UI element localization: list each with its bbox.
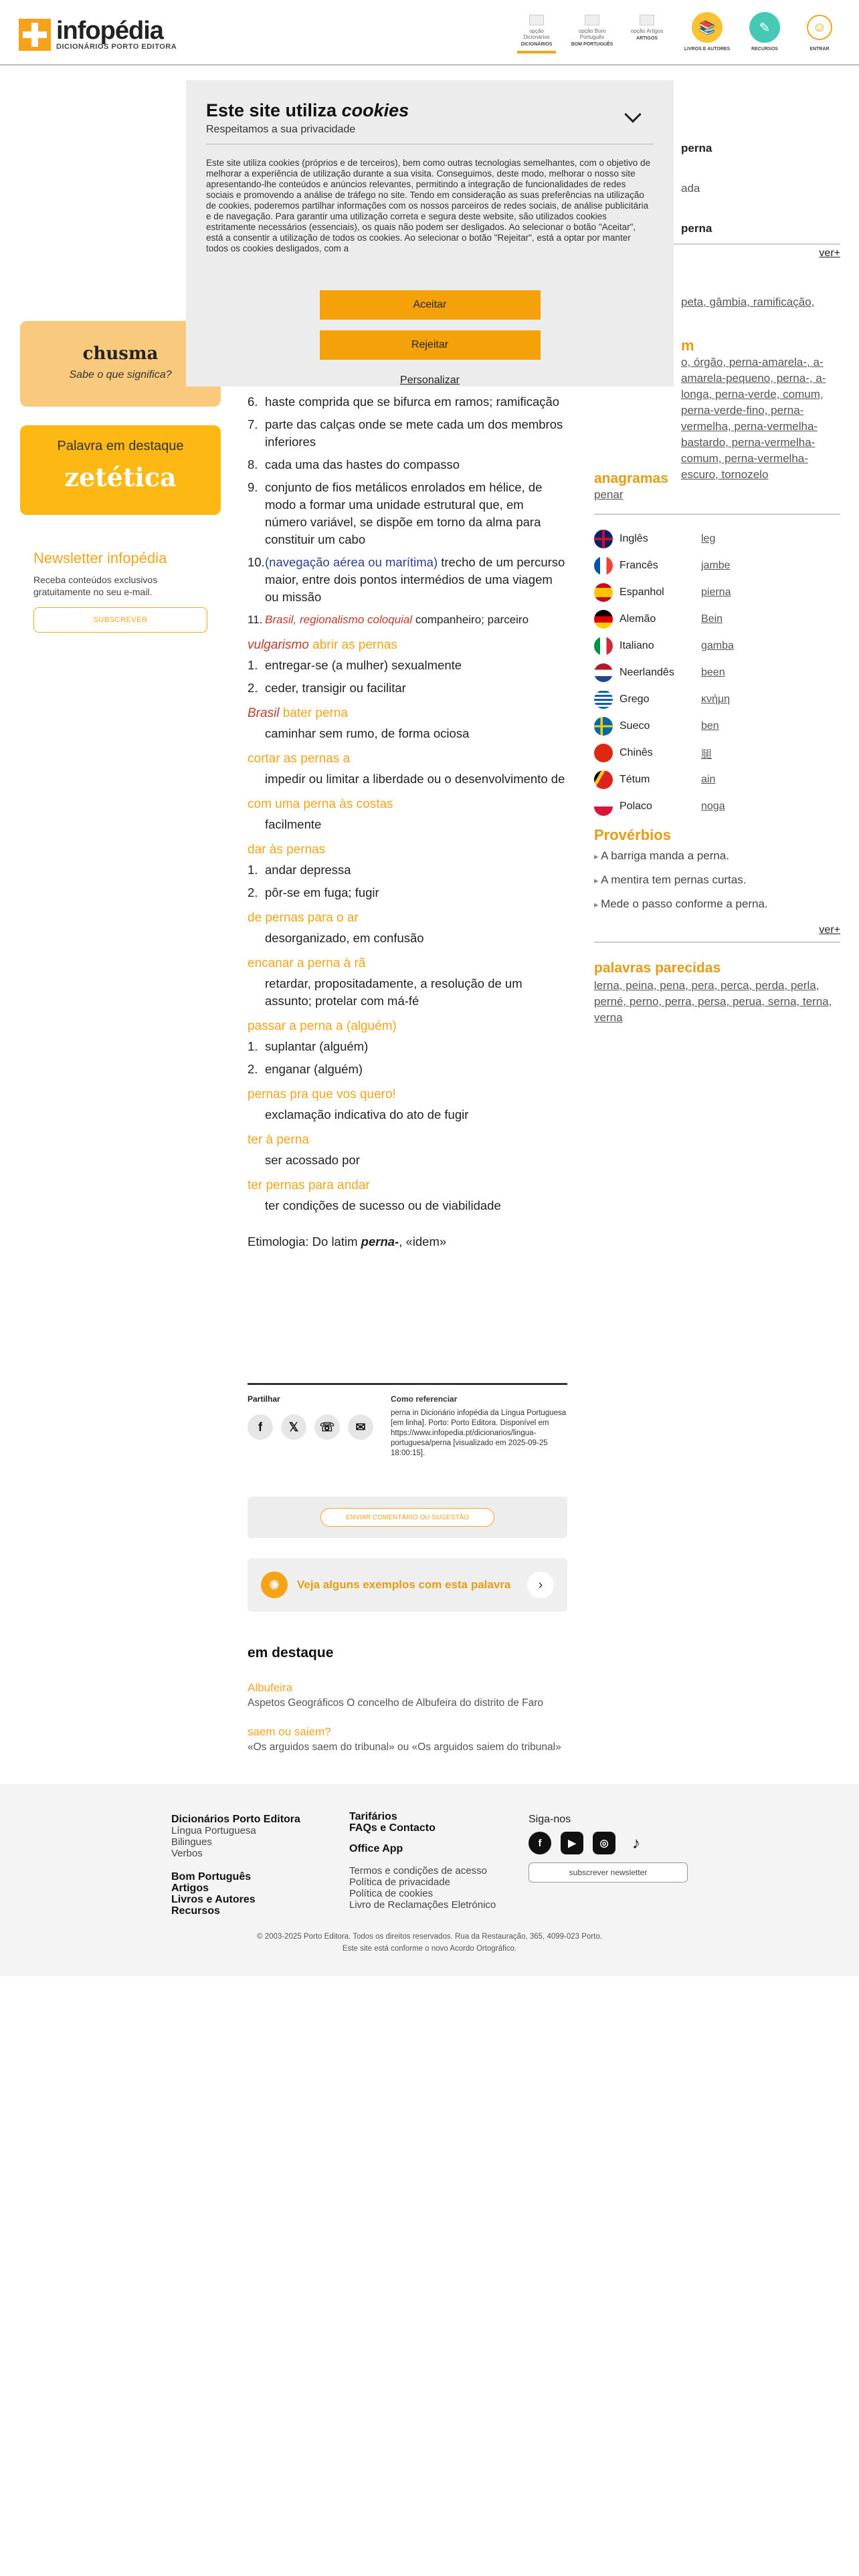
nav-artigos[interactable] [630,15,664,41]
de-flag-icon [594,610,613,629]
def-text: impedir ou limitar a liberdade ou o desenvolvimento de [265,772,565,786]
expression-meaning [248,816,569,833]
destaque-item-title[interactable]: Albufeira [248,1681,293,1694]
nav-bom-portugues[interactable] [570,15,614,47]
translation-row [594,713,840,740]
def-text: enganar (alguém) [265,1062,363,1076]
def-number: 9. [248,480,258,494]
def-body: companheiro; parceiro [412,613,529,626]
expression-title [248,1178,569,1193]
cookie-text: Este site utiliza cookies (próprios e de terceiros), bem como outras tecnologias semelhantes, com o objetivo de melhorar a experiência de utilização durante a sua visita. Conseguimos, deste modo, melhorar o nosso site apresentando-lhe conteúdos e anúncios relevantes, permitindo a integração de funcionalidades de redes sociais e promovendo a análise de tráfego no site. Tendo em consideração as suas preferências na utilização de cookies, poderemos partilhar informações com os nossos parceiros de redes sociais, de análise publicitária e de navegação. Para garantir uma utilização correta e segura deste website, são utilizados cookies estritamente necessários (essenciais), os quais não podem ser desligados. Ao selecionar o botão "Aceitar", está a consentir a utilização de todos os cookies. Ao selecionar o botão "Rejeitar", está a optar por manter todos os cookies desligados, com a [206,158,651,253]
expression-tag: vulgarismo [248,638,309,652]
newsletter-box [33,550,207,633]
proverb-item[interactable]: ▸ A barriga manda a perna. [594,849,840,863]
translation-row [594,659,840,686]
whatsapp-icon[interactable]: ☏ [314,1414,340,1440]
right-word: perna [681,222,712,235]
translation-link[interactable]: κνήμη [701,693,731,705]
footer-link[interactable]: Política de privacidade [349,1876,450,1888]
def-number: 10. [248,555,265,569]
def-text: desorganizado, em confusão [265,931,424,945]
expression-title [248,638,569,653]
books-icon[interactable]: 📚 [692,12,723,43]
translation-link[interactable]: gamba [701,640,734,651]
expression-title [248,1133,569,1148]
translation-link[interactable]: noga [701,800,725,812]
translation-row [594,793,840,820]
def-number: 7. [248,417,258,431]
language-name: Alemão [619,613,656,625]
nav-caption: DICIONÁRIOS [520,42,553,47]
def-number: 1. [248,1039,258,1053]
footer-col-2 [349,1811,496,1911]
footer-link[interactable]: Office App [349,1843,403,1854]
x-twitter-icon[interactable]: 𝕏 [281,1414,306,1440]
right-word: perna [681,142,712,154]
translation-link[interactable]: been [701,667,725,678]
share-label: Partilhar [248,1394,280,1404]
anagramas-title: anagramas [594,471,668,486]
expression-tag: Brasil [248,706,280,720]
customize-link[interactable]: Personalizar [400,374,460,386]
citation-text: perna in Dicionário infopédia da Língua Portuguesa [em linha]. Porto: Porto Editora. Disponível em https://www.infopedia.pt/dicionarios/lingua-portuguesa/perna [visualizado em 2025-09-25 18:00:15]. [391,1409,567,1457]
reject-button[interactable]: Rejeitar [320,330,541,360]
destaque-item-desc: Aspetos Geográficos O concelho de Albufeira do distrito de Faro [248,1697,543,1709]
def-text: caminhar sem rumo, de forma ociosa [265,726,470,740]
expression-title [248,752,569,766]
proverb-item[interactable]: ▸ A mentira tem pernas curtas. [594,873,840,887]
def-tag: Brasil, regionalismo coloquial [265,613,413,626]
footer-link[interactable]: Dicionários Porto Editora [171,1814,300,1825]
resources-label: RECURSOS [751,47,778,51]
expression-text: de pernas para o ar [248,911,359,925]
definitions-content [248,393,569,1249]
language-name: Inglês [619,533,648,544]
pl-flag-icon [594,797,613,816]
def-text: suplantar (alguém) [265,1039,369,1053]
nav-caption: BOM PORTUGUÊS [571,42,613,47]
footer-link[interactable]: Política de cookies [349,1888,434,1899]
expression-text: ter pernas para andar [248,1178,370,1192]
footer-link[interactable]: Bilingues [171,1836,212,1848]
cookie-title: Este site utiliza cookies [206,100,409,120]
subscribe-newsletter-button[interactable]: subscrever newsletter [529,1862,688,1883]
translation-link[interactable]: ben [701,720,719,732]
footer-link[interactable]: Bom Português [171,1871,252,1883]
se-flag-icon [594,717,613,736]
related-top[interactable]: peta, gâmbia, ramificação, [681,296,815,308]
translation-link[interactable]: 腿 [701,748,712,760]
user-icon[interactable]: ☺ [807,15,832,40]
destaque-item[interactable] [248,1725,567,1753]
language-name: Tétum [619,774,650,785]
def-text: retardar, propositadamente, a resolução de um assunto; protelar com má-fé [265,976,522,1008]
definition-item [248,416,569,451]
destaque-item-desc: «Os arguidos saem do tribunal» ou «Os arguidos saiem do tribunal» [248,1741,561,1753]
def-text: ser acossado por [265,1153,360,1167]
def-tag: (navegação aérea ou marítima) [265,555,438,569]
email-icon[interactable]: ✉ [348,1414,373,1440]
definition-item [248,479,569,548]
footer-link[interactable]: Artigos [171,1883,209,1894]
featured-label: Palavra em destaque [57,439,184,453]
follow-label: Siga-nos [529,1814,571,1825]
nav-label: opção Bom Português [578,28,606,40]
youtube-icon[interactable]: ▶ [561,1832,583,1854]
expression-text: com uma perna às costas [248,797,393,811]
expression-meaning [248,1038,569,1055]
footer-link[interactable]: Recursos [171,1905,220,1917]
translation-row [594,740,840,766]
uk-flag-icon [594,530,613,548]
translation-row [594,606,840,633]
def-body: trecho de um percurso maior, entre dois pontos intermédios de uma viagem ou missão [265,555,565,604]
expression-meaning [248,657,569,674]
em-destaque-section [248,1645,567,1769]
def-text: exclamação indicativa do ato de fugir [265,1107,469,1121]
divider [594,942,840,943]
expression-meaning [248,679,569,697]
cookie-subtitle: Respeitamos a sua privacidade [206,124,654,144]
cookie-banner [186,80,674,387]
footer-social [529,1814,688,1883]
nav-label: opção Artigos [630,28,664,34]
bom-portugues-thumb-icon [585,15,599,25]
site-logo[interactable] [19,19,177,51]
books-label: LIVROS E AUTORES [684,47,731,51]
em-destaque-title: em destaque [248,1645,334,1660]
newsletter-desc: Receba conteúdos exclusivos gratuitamente no seu e-mail. [33,574,158,597]
def-text: facilmente [265,817,322,831]
expression-meaning [248,1061,569,1078]
translation-row [594,526,840,552]
right-word: ada [681,182,700,195]
expression-title [248,1019,569,1034]
logo-subtitle: DICIONÁRIOS PORTO EDITORA [56,43,177,51]
def-text: conjunto de fios metálicos enrolados em hélice, de modo a formar uma unidade estrutural que, em número variável, se dispõe em torno da alma para constituir um cabo [265,480,543,546]
def-text: cada uma das hastes do compasso [265,457,460,471]
translation-row [594,686,840,713]
resources-icon[interactable]: ✎ [749,12,780,43]
def-number: 2. [248,885,258,899]
es-flag-icon [594,583,613,602]
def-number: 11. [248,613,263,626]
facebook-icon[interactable]: f [529,1832,551,1854]
nav-active-bar [517,51,556,53]
def-text: pôr-se em fuga; fugir [265,885,379,899]
subscribe-button[interactable]: SUBSCREVER [33,607,207,633]
def-text: haste comprida que se bifurca em ramos; ramificação [265,395,560,409]
language-name: Polaco [619,800,652,812]
gr-flag-icon [594,690,613,709]
def-number: 8. [248,457,258,471]
proverbs-list [594,849,840,922]
footer-link[interactable]: Livros e Autores [171,1894,256,1905]
language-name: Espanhol [619,586,664,598]
expression-title [248,843,569,857]
citation [391,1394,567,1459]
divider [594,514,840,515]
site-footer [0,1784,859,1976]
footer-link[interactable]: Termos e condições de acesso [349,1865,487,1876]
related-list[interactable]: o, órgão, perna-amarela-, a-amarela-pequeno, perna-, a-longa, perna-verde, comum, perna-verde-fino, perna-vermelha, perna-vermelha-bastardo, perna-vermelha-comum, perna-vermelha-escuro, tornozelo [681,356,826,481]
expression-meaning [248,884,569,901]
def-text: andar depressa [265,863,351,877]
def-number: 1. [248,863,258,877]
anagram-link[interactable]: penar [594,488,624,501]
expression-text: bater perna [279,706,348,720]
language-name: Grego [619,693,650,705]
expression-title [248,797,569,812]
copyright: © 2003-2025 Porto Editora. Todos os direitos reservados. Rua da Restauração, 365, 4099-023 Porto. [257,1933,602,1941]
tl-flag-icon [594,770,613,789]
logo-name: infopédia [56,17,163,45]
def-text: ter condições de sucesso ou de viabilidade [265,1198,501,1212]
instagram-icon[interactable]: ◎ [593,1832,615,1854]
expression-meaning [248,930,569,947]
footer-link[interactable]: Livro de Reclamações Eletrónico [349,1899,496,1911]
suggestion-box [248,1497,567,1538]
featured-word: zetética [64,462,177,492]
translation-link[interactable]: ain [701,774,716,785]
login-label: ENTRAR [809,47,830,51]
translation-row [594,766,840,793]
expression-meaning [248,1197,569,1214]
newsletter-title: Newsletter infopédia [33,550,167,566]
language-name: Sueco [619,720,650,732]
definition-item [248,456,569,473]
translation-row [594,579,840,606]
footer-link[interactable]: FAQs e Contacto [349,1822,436,1834]
expression-title [248,956,569,971]
def-number: 1. [248,658,258,672]
expression-meaning [248,861,569,879]
expression-text: passar a perna a (alguém) [248,1019,397,1033]
expression-title [248,911,569,926]
similar-words[interactable]: lerna, peina, pena, pera, perca, perda, perla, perné, perno, perra, persa, perua, serna, terna, verna [594,979,832,1024]
expression-meaning [248,975,569,1010]
destaque-item[interactable] [248,1681,567,1709]
citation-title: Como referenciar [391,1394,458,1404]
orthography-note: Este site está conforme o novo Acordo Ortográfico. [342,1945,517,1953]
quiz-word: chusma [82,344,159,364]
def-text: parte das calças onde se mete cada um dos membros inferiores [265,417,563,449]
artigos-thumb-icon [640,15,654,25]
language-name: Italiano [619,640,654,651]
def-number: 6. [248,395,258,409]
expression-meaning [248,725,569,742]
def-number: 2. [248,1062,258,1076]
def-text [265,554,569,606]
etymology: Etimologia: Do latim perna-, «idem» [248,1235,447,1249]
examples-icon: ✺ [261,1572,288,1598]
def-number: 2. [248,681,258,695]
examples-label: Veja alguns exemplos com esta palavra [297,1578,511,1591]
language-name: Francês [619,560,658,571]
footer-link[interactable]: Tarifários [349,1811,397,1822]
def-text: entregar-se (a mulher) sexualmente [265,658,462,672]
footer-col-1 [171,1814,300,1917]
expression-text: encanar a perna à rã [248,956,366,970]
translation-link[interactable]: jambe [701,560,731,571]
expression-meaning [248,1106,569,1123]
expression-text: cortar as pernas a [248,752,351,766]
dicionarios-thumb-icon [529,15,544,25]
expression-text: ter à perna [248,1133,309,1147]
cn-flag-icon [594,744,613,762]
definition-item [248,554,569,606]
expression-title [248,706,569,721]
expression-meaning [248,770,569,788]
nav-caption: ARTIGOS [636,36,658,41]
translation-row [594,633,840,659]
see-more-link[interactable]: ver+ [819,247,840,259]
expression-text: dar às pernas [248,843,326,857]
examples-banner[interactable] [248,1558,567,1612]
tiktok-icon[interactable]: ♪ [632,1834,640,1852]
destaque-item-title[interactable]: saem ou saiem? [248,1725,331,1738]
footer-link[interactable]: Língua Portuguesa [171,1825,256,1836]
nav-dicionarios[interactable] [516,15,557,53]
section-title: m [681,337,694,354]
featured-word-card[interactable] [20,425,221,515]
expression-text: pernas pra que vos quero! [248,1087,396,1101]
translation-row [594,552,840,579]
send-suggestion-button[interactable]: ENVIAR COMENTÁRIO OU SUGESTÃO [320,1508,494,1527]
share-section [248,1383,567,1457]
translation-link[interactable]: pierna [701,586,731,598]
nav-label: opção Dicionários [523,28,550,40]
site-header [0,0,859,66]
language-name: Neerlandês [619,667,674,678]
nl-flag-icon [594,663,613,682]
fr-flag-icon [594,556,613,575]
expression-title [248,1087,569,1102]
def-text: ceder, transigir ou facilitar [265,681,406,695]
logo-cross-icon [19,19,51,51]
it-flag-icon [594,637,613,655]
language-name: Chinês [619,747,653,758]
quiz-question: Sabe o que significa? [69,369,172,381]
translation-link[interactable]: Bein [701,613,723,625]
accept-button[interactable]: Aceitar [320,290,541,320]
proverbios-title: Provérbios [594,827,671,843]
chevron-right-icon[interactable]: › [527,1572,554,1598]
translation-link[interactable]: leg [701,533,716,544]
footer-link[interactable]: Verbos [171,1848,203,1859]
facebook-icon[interactable]: f [248,1414,273,1440]
expression-meaning [248,1152,569,1169]
parecidas-title: palavras parecidas [594,960,721,976]
definition-item [248,393,569,411]
see-more-proverbs-link[interactable]: ver+ [819,924,840,936]
def-text [265,611,529,629]
expression-text: abrir as pernas [308,638,397,652]
proverb-item[interactable]: ▸ Mede o passo conforme a perna. [594,897,840,911]
definition-item [248,611,569,629]
